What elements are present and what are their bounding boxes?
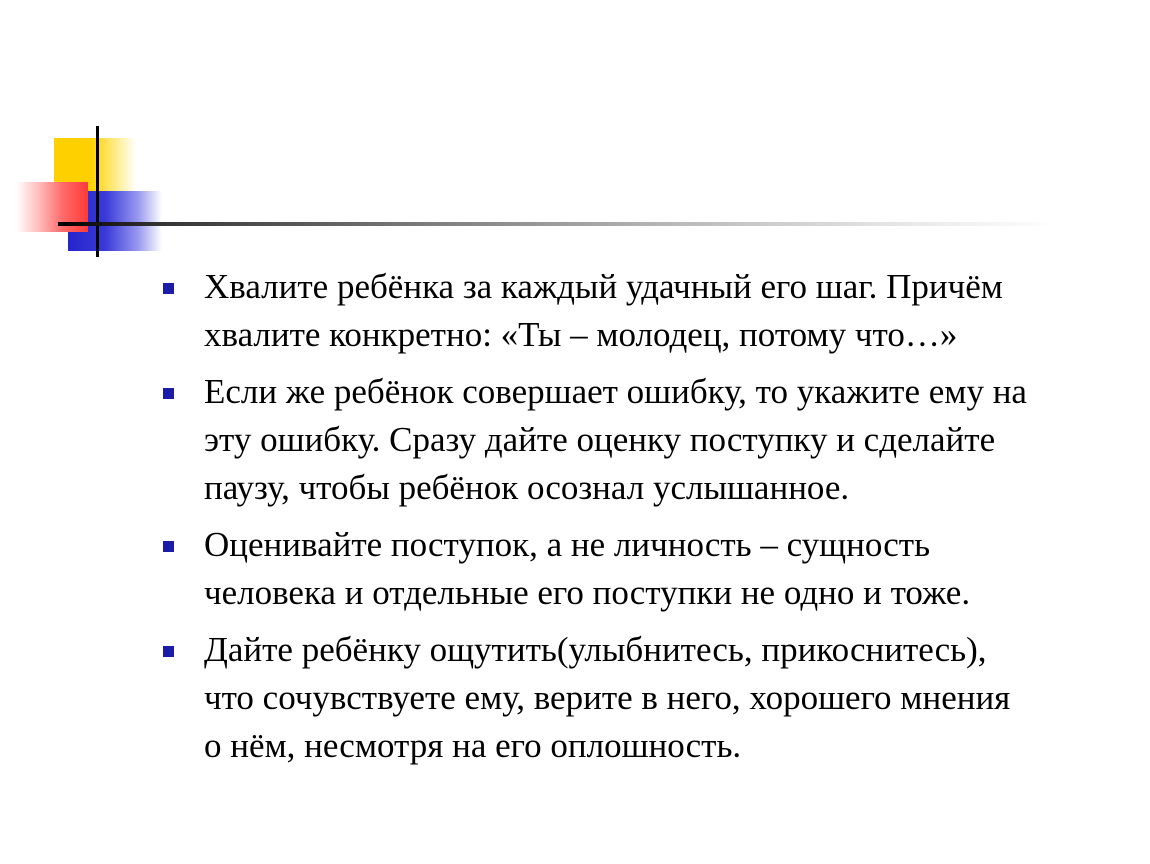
bullet-text: Хвалите ребёнка за каждый удачный его шаг. Причём хвалите конкретно: «Ты – молодец, потому что…» bbox=[204, 267, 1003, 354]
square-bullet-icon bbox=[163, 541, 174, 552]
bullet-text: Дайте ребёнку ощутить(улыбнитесь, прикоснитесь), что сочувствуете ему, верите в него, хорошего мнения о нём, несмотря на его оплошность. bbox=[204, 630, 1011, 765]
square-bullet-icon bbox=[163, 283, 174, 294]
bullet-item bbox=[160, 263, 1120, 359]
bullet-text: Если же ребёнок совершает ошибку, то укажите ему на эту ошибку. Сразу дайте оценку поступку и сделайте паузу, чтобы ребёнок осознал услышанное. bbox=[204, 372, 1027, 507]
bullet-item bbox=[160, 626, 1120, 770]
bullet-text: Оценивайте поступок, а не личность – сущность человека и отдельные его поступки не одно и тоже. bbox=[204, 525, 971, 612]
bullet-item bbox=[160, 368, 1120, 512]
square-bullet-icon bbox=[163, 388, 174, 399]
bullet-item bbox=[160, 521, 1120, 617]
bullet-list bbox=[160, 263, 1120, 779]
decorative-vertical-line bbox=[96, 126, 99, 257]
square-bullet-icon bbox=[163, 646, 174, 657]
title-divider-line bbox=[58, 222, 1058, 226]
